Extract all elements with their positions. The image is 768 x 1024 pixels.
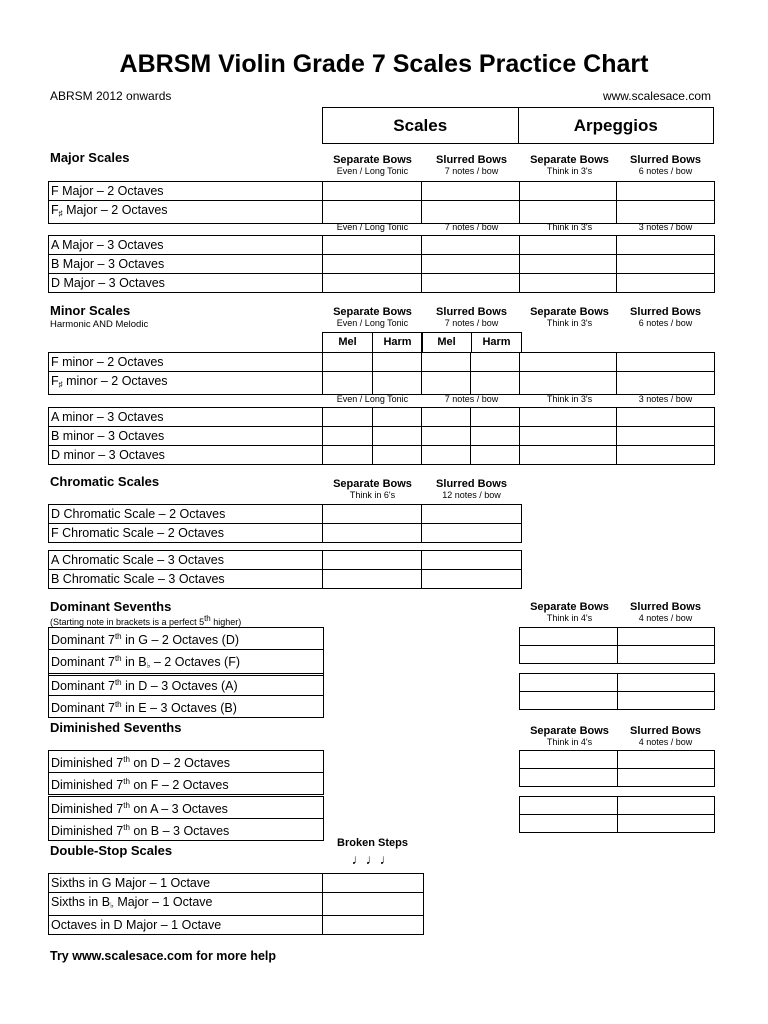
checkbox-cell[interactable] bbox=[520, 446, 617, 465]
footer-help-link[interactable]: Try www.scalesace.com for more help bbox=[50, 949, 277, 963]
mel-header: Mel bbox=[421, 332, 472, 353]
row-label: Dominant 7th in D – 3 Octaves (A) bbox=[49, 674, 324, 696]
website-label: www.scalesace.com bbox=[602, 89, 711, 103]
table-row bbox=[49, 505, 522, 524]
minor-3oct-table bbox=[48, 407, 715, 465]
diminished-3oct-labels bbox=[48, 796, 324, 841]
checkbox-cell[interactable] bbox=[617, 446, 715, 465]
checkbox-cell[interactable] bbox=[520, 372, 617, 395]
checkbox-cell[interactable] bbox=[323, 427, 373, 446]
table-row bbox=[49, 628, 324, 650]
checkbox-cell[interactable] bbox=[422, 255, 520, 274]
harm-header: Harm bbox=[372, 332, 423, 353]
row-label: F Chromatic Scale – 2 Octaves bbox=[49, 524, 323, 543]
checkbox-cell[interactable] bbox=[520, 646, 618, 664]
chromatic-3oct-table bbox=[48, 550, 522, 589]
checkbox-cell[interactable] bbox=[471, 408, 520, 427]
row-label: Octaves in D Major – 1 Octave bbox=[49, 916, 323, 935]
checkbox-cell[interactable] bbox=[422, 446, 471, 465]
row-label: Dominant 7th in G – 2 Octaves (D) bbox=[49, 628, 324, 650]
checkbox-cell[interactable] bbox=[618, 797, 715, 815]
dominant-sevenths-title: Dominant Sevenths bbox=[50, 599, 172, 614]
major-2oct-table bbox=[48, 181, 715, 224]
dominant-2oct-cells bbox=[519, 627, 715, 664]
table-row bbox=[520, 628, 715, 646]
diminished-2oct-cells bbox=[519, 750, 715, 787]
checkbox-cell[interactable] bbox=[520, 797, 618, 815]
checkbox-cell[interactable] bbox=[323, 408, 373, 427]
diminished-slurred-header: Slurred Bows 4 notes / bow bbox=[630, 725, 701, 747]
table-row bbox=[520, 646, 715, 664]
row-label: Diminished 7th on D – 2 Octaves bbox=[49, 751, 324, 773]
table-row bbox=[520, 692, 715, 710]
checkbox-cell[interactable] bbox=[617, 408, 715, 427]
checkbox-cell[interactable] bbox=[323, 874, 424, 893]
checkbox-cell[interactable] bbox=[520, 628, 618, 646]
checkbox-cell[interactable] bbox=[617, 255, 715, 274]
row-label: D Chromatic Scale – 2 Octaves bbox=[49, 505, 323, 524]
checkbox-cell[interactable] bbox=[520, 751, 618, 769]
minor-scales-separate-header: Separate Bows Even / Long Tonic bbox=[333, 306, 412, 328]
dominant-sevenths-note: (Starting note in brackets is a perfect 5th higher) bbox=[50, 614, 242, 627]
checkbox-cell[interactable] bbox=[618, 628, 715, 646]
major-3oct-table bbox=[48, 235, 715, 293]
row-label: A Major – 3 Octaves bbox=[49, 236, 323, 255]
table-row bbox=[49, 201, 715, 224]
row-label: F minor – 2 Octaves bbox=[49, 353, 323, 372]
table-row bbox=[49, 182, 715, 201]
chromatic-scales-title: Chromatic Scales bbox=[50, 474, 160, 489]
table-row bbox=[49, 551, 522, 570]
sub-label: 7 notes / bow bbox=[444, 394, 499, 404]
checkbox-cell[interactable] bbox=[618, 815, 715, 833]
double-stop-title: Double-Stop Scales bbox=[50, 843, 173, 858]
checkbox-cell[interactable] bbox=[373, 446, 422, 465]
row-label: Diminished 7th on A – 3 Octaves bbox=[49, 797, 324, 819]
sub-label: Even / Long Tonic bbox=[336, 394, 409, 404]
checkbox-cell[interactable] bbox=[520, 769, 618, 787]
checkbox-cell[interactable] bbox=[373, 427, 422, 446]
checkbox-cell[interactable] bbox=[520, 236, 617, 255]
row-label: F♯ minor – 2 Octaves bbox=[49, 372, 323, 395]
major-arp-separate-header: Separate Bows Think in 3's bbox=[530, 154, 609, 176]
checkbox-cell[interactable] bbox=[323, 255, 422, 274]
diminished-sevenths-title: Diminished Sevenths bbox=[50, 720, 182, 735]
checkbox-cell[interactable] bbox=[323, 524, 422, 543]
table-row bbox=[520, 797, 715, 815]
checkbox-cell[interactable] bbox=[373, 372, 422, 395]
checkbox-cell[interactable] bbox=[323, 182, 422, 201]
row-label: Dominant 7th in B♭ – 2 Octaves (F) bbox=[49, 650, 324, 676]
checkbox-cell[interactable] bbox=[323, 236, 422, 255]
chromatic-2oct-table bbox=[48, 504, 522, 543]
checkbox-cell[interactable] bbox=[618, 692, 715, 710]
sub-label: 3 notes / bow bbox=[638, 222, 693, 232]
row-label: B Major – 3 Octaves bbox=[49, 255, 323, 274]
major-arp-slurred-header: Slurred Bows 6 notes / bow bbox=[630, 154, 701, 176]
row-label: F♯ Major – 2 Octaves bbox=[49, 201, 323, 224]
checkbox-cell[interactable] bbox=[520, 182, 617, 201]
arpeggios-header: Arpeggios bbox=[573, 116, 658, 135]
table-row bbox=[49, 255, 715, 274]
table-row bbox=[49, 916, 424, 935]
checkbox-cell[interactable] bbox=[520, 408, 617, 427]
double-stop-table bbox=[48, 873, 424, 935]
row-label: B minor – 3 Octaves bbox=[49, 427, 323, 446]
sub-label: Even / Long Tonic bbox=[336, 222, 409, 232]
row-label: B Chromatic Scale – 3 Octaves bbox=[49, 570, 323, 589]
major-scales-separate-header: Separate Bows Even / Long Tonic bbox=[333, 154, 412, 176]
checkbox-cell[interactable] bbox=[323, 353, 373, 372]
chromatic-slurred-header: Slurred Bows 12 notes / bow bbox=[436, 478, 507, 500]
minor-scales-title: Minor Scales bbox=[50, 303, 131, 318]
checkbox-cell[interactable] bbox=[422, 372, 471, 395]
row-label: F Major – 2 Octaves bbox=[49, 182, 323, 201]
table-row bbox=[49, 372, 715, 395]
checkbox-cell[interactable] bbox=[422, 408, 471, 427]
checkbox-cell[interactable] bbox=[471, 427, 520, 446]
checkbox-cell[interactable] bbox=[422, 551, 522, 570]
checkbox-cell[interactable] bbox=[520, 274, 617, 293]
table-row bbox=[49, 408, 715, 427]
checkbox-cell[interactable] bbox=[323, 201, 422, 224]
checkbox-cell[interactable] bbox=[323, 570, 422, 589]
checkbox-cell[interactable] bbox=[471, 446, 520, 465]
scales-header: Scales bbox=[323, 108, 519, 143]
table-row bbox=[49, 427, 715, 446]
table-row bbox=[49, 696, 324, 718]
checkbox-cell[interactable] bbox=[520, 201, 617, 224]
table-row bbox=[49, 353, 715, 372]
major-scales-slurred-header: Slurred Bows 7 notes / bow bbox=[436, 154, 507, 176]
checkbox-cell[interactable] bbox=[323, 372, 373, 395]
major-scales-title: Major Scales bbox=[50, 150, 130, 165]
row-label: Diminished 7th on F – 2 Octaves bbox=[49, 773, 324, 795]
dominant-3oct-cells bbox=[519, 673, 715, 710]
table-row bbox=[49, 674, 324, 696]
checkbox-cell[interactable] bbox=[471, 353, 520, 372]
checkbox-cell[interactable] bbox=[618, 751, 715, 769]
edition-label: ABRSM 2012 onwards bbox=[50, 89, 172, 103]
page-title: ABRSM Violin Grade 7 Scales Practice Chart bbox=[119, 50, 649, 78]
checkbox-cell[interactable] bbox=[520, 427, 617, 446]
checkbox-cell[interactable] bbox=[617, 372, 715, 395]
sub-label: 3 notes / bow bbox=[638, 394, 693, 404]
checkbox-cell[interactable] bbox=[617, 236, 715, 255]
table-row bbox=[520, 815, 715, 833]
dominant-3oct-labels bbox=[48, 673, 324, 718]
table-row bbox=[49, 650, 324, 676]
minor-arp-separate-header: Separate Bows Think in 3's bbox=[530, 306, 609, 328]
row-label: A Chromatic Scale – 3 Octaves bbox=[49, 551, 323, 570]
checkbox-cell[interactable] bbox=[422, 201, 520, 224]
checkbox-cell[interactable] bbox=[617, 353, 715, 372]
checkbox-cell[interactable] bbox=[618, 646, 715, 664]
checkbox-cell[interactable] bbox=[617, 427, 715, 446]
checkbox-cell[interactable] bbox=[520, 815, 618, 833]
chromatic-separate-header: Separate Bows Think in 6's bbox=[333, 478, 412, 500]
table-row bbox=[520, 769, 715, 787]
checkbox-cell[interactable] bbox=[373, 353, 422, 372]
checkbox-cell[interactable] bbox=[323, 916, 424, 935]
checkbox-cell[interactable] bbox=[618, 674, 715, 692]
checkbox-cell[interactable] bbox=[617, 182, 715, 201]
checkbox-cell[interactable] bbox=[422, 570, 522, 589]
checkbox-cell[interactable] bbox=[520, 674, 618, 692]
checkbox-cell[interactable] bbox=[471, 372, 520, 395]
mel-header: Mel bbox=[322, 332, 373, 353]
minor-2oct-table bbox=[48, 352, 715, 395]
dominant-separate-header: Separate Bows Think in 4's bbox=[530, 601, 609, 623]
diminished-2oct-labels bbox=[48, 750, 324, 795]
checkbox-cell[interactable] bbox=[422, 427, 471, 446]
table-row bbox=[49, 274, 715, 293]
row-label: Sixths in G Major – 1 Octave bbox=[49, 874, 323, 893]
harm-header: Harm bbox=[471, 332, 522, 353]
checkbox-cell[interactable] bbox=[617, 274, 715, 293]
table-row bbox=[49, 570, 522, 589]
checkbox-cell[interactable] bbox=[520, 692, 618, 710]
checkbox-cell[interactable] bbox=[520, 255, 617, 274]
table-row bbox=[520, 674, 715, 692]
table-row bbox=[49, 524, 522, 543]
column-header-box bbox=[322, 107, 714, 144]
checkbox-cell[interactable] bbox=[422, 236, 520, 255]
row-label: Sixths in B♭ Major – 1 Octave bbox=[49, 893, 323, 916]
dominant-2oct-labels bbox=[48, 627, 324, 676]
broken-steps-header: Broken Steps ♩♩♩ bbox=[322, 837, 423, 869]
checkbox-cell[interactable] bbox=[373, 408, 422, 427]
checkbox-cell[interactable] bbox=[422, 182, 520, 201]
checkbox-cell[interactable] bbox=[323, 893, 424, 916]
sub-label: Think in 3's bbox=[546, 222, 593, 232]
checkbox-cell[interactable] bbox=[617, 201, 715, 224]
checkbox-cell[interactable] bbox=[323, 446, 373, 465]
table-row bbox=[49, 236, 715, 255]
note-icon: ♩♩♩ bbox=[351, 851, 394, 867]
row-label: Dominant 7th in E – 3 Octaves (B) bbox=[49, 696, 324, 718]
checkbox-cell[interactable] bbox=[520, 353, 617, 372]
sub-label: Think in 3's bbox=[546, 394, 593, 404]
row-label: A minor – 3 Octaves bbox=[49, 408, 323, 427]
table-row bbox=[49, 446, 715, 465]
checkbox-cell[interactable] bbox=[422, 274, 520, 293]
checkbox-cell[interactable] bbox=[323, 551, 422, 570]
table-row bbox=[49, 893, 424, 916]
dominant-slurred-header: Slurred Bows 4 notes / bow bbox=[630, 601, 701, 623]
row-label: Diminished 7th on B – 3 Octaves bbox=[49, 819, 324, 841]
minor-scales-subtitle: Harmonic AND Melodic bbox=[50, 319, 149, 330]
checkbox-cell[interactable] bbox=[422, 524, 522, 543]
diminished-3oct-cells bbox=[519, 796, 715, 833]
table-row bbox=[49, 797, 324, 819]
checkbox-cell[interactable] bbox=[323, 505, 422, 524]
row-label: D minor – 3 Octaves bbox=[49, 446, 323, 465]
checkbox-cell[interactable] bbox=[618, 769, 715, 787]
table-row bbox=[520, 751, 715, 769]
diminished-separate-header: Separate Bows Think in 4's bbox=[530, 725, 609, 747]
checkbox-cell[interactable] bbox=[422, 353, 471, 372]
minor-scales-slurred-header: Slurred Bows 7 notes / bow bbox=[436, 306, 507, 328]
minor-arp-slurred-header: Slurred Bows 6 notes / bow bbox=[630, 306, 701, 328]
table-row bbox=[49, 874, 424, 893]
table-row bbox=[49, 773, 324, 795]
checkbox-cell[interactable] bbox=[323, 274, 422, 293]
row-label: D Major – 3 Octaves bbox=[49, 274, 323, 293]
table-row bbox=[49, 751, 324, 773]
checkbox-cell[interactable] bbox=[422, 505, 522, 524]
table-row bbox=[49, 819, 324, 841]
sub-label: 7 notes / bow bbox=[444, 222, 499, 232]
